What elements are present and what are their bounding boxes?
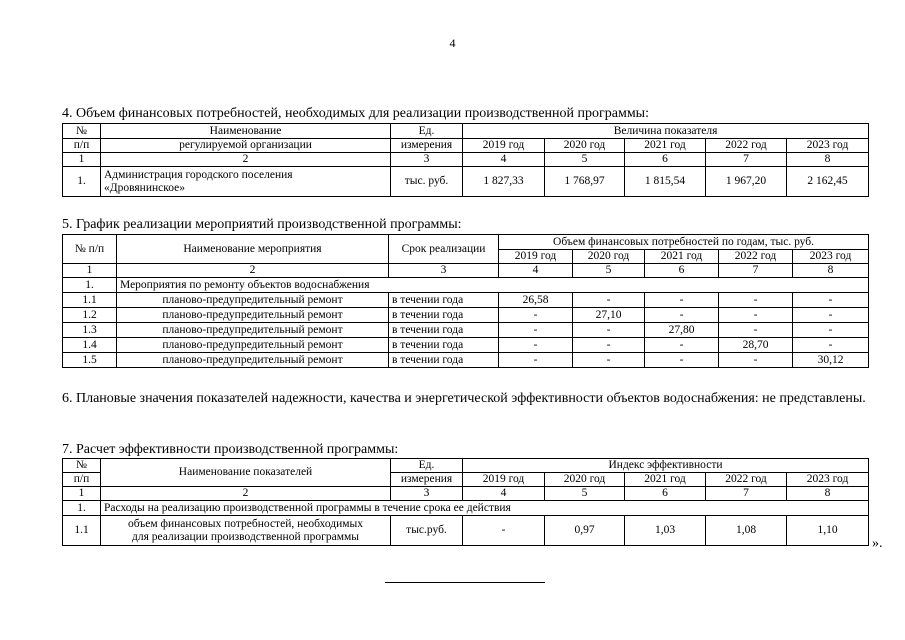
value-cell: 1,10 xyxy=(787,516,869,546)
value-cell: 28,70 xyxy=(719,338,793,353)
year-header: 2020 год xyxy=(573,250,645,264)
header-period: Срок реализации xyxy=(389,235,499,264)
table-row xyxy=(63,308,869,323)
col-number: 1 xyxy=(63,153,101,167)
value-cell: - xyxy=(499,353,573,368)
col-number: 8 xyxy=(787,487,869,501)
value-cell: 26,58 xyxy=(499,293,573,308)
indicator-name-line2: для реализации производственной программы xyxy=(132,530,359,543)
group-row xyxy=(63,278,869,293)
col-number: 2 xyxy=(101,487,391,501)
header-activity-name: Наименование мероприятия xyxy=(117,235,389,264)
col-number: 5 xyxy=(573,264,645,278)
schedule-table xyxy=(62,234,869,368)
year-header: 2022 год xyxy=(719,250,793,264)
header-unit: Ед. xyxy=(391,124,463,139)
value-cell: 1 827,33 xyxy=(463,167,545,197)
row-num: 1.2 xyxy=(63,308,117,323)
header-num: № xyxy=(63,124,101,139)
table-row xyxy=(63,293,869,308)
activity-name: планово-предупредительный ремонт xyxy=(117,338,389,353)
row-num: 1.4 xyxy=(63,338,117,353)
col-number: 1 xyxy=(63,487,101,501)
header-num-2: п/п xyxy=(63,473,101,487)
unit-cell: тыс. руб. xyxy=(391,167,463,197)
col-number: 5 xyxy=(545,487,625,501)
value-cell: - xyxy=(793,308,869,323)
activity-name: планово-предупредительный ремонт xyxy=(117,353,389,368)
group-label: Расходы на реализацию производственной программы в течение срока ее действия xyxy=(101,501,869,516)
indicator-name-cell xyxy=(101,516,391,546)
activity-name: планово-предупредительный ремонт xyxy=(117,323,389,338)
row-num: 1.3 xyxy=(63,323,117,338)
financial-needs-table xyxy=(62,123,869,197)
unit-cell: тыс.руб. xyxy=(391,516,463,546)
col-number: 1 xyxy=(63,264,117,278)
value-cell: - xyxy=(573,293,645,308)
value-cell: 1,08 xyxy=(706,516,787,546)
group-num: 1. xyxy=(63,501,101,516)
year-header: 2021 год xyxy=(645,250,719,264)
column-number-row xyxy=(63,264,869,278)
row-num: 1.1 xyxy=(63,516,101,546)
efficiency-table xyxy=(62,458,869,546)
value-cell: - xyxy=(793,323,869,338)
page-number: 4 xyxy=(449,36,456,50)
col-number: 4 xyxy=(499,264,573,278)
year-header: 2021 год xyxy=(625,473,706,487)
value-cell: 1 967,20 xyxy=(706,167,787,197)
value-cell: - xyxy=(499,323,573,338)
value-cell: 1 768,97 xyxy=(545,167,625,197)
footer-divider xyxy=(385,582,545,583)
year-header: 2022 год xyxy=(706,139,787,153)
col-number: 7 xyxy=(719,264,793,278)
org-name-line1: Администрация городского поселения xyxy=(104,168,293,181)
column-number-row xyxy=(63,487,869,501)
value-cell: 27,10 xyxy=(573,308,645,323)
section-6-text: 6. Плановые значения показателей надежности, качества и энергетической эффективности объектов водоснабжения: не представлены. xyxy=(62,391,866,406)
col-number: 3 xyxy=(391,153,463,167)
col-number: 6 xyxy=(645,264,719,278)
value-cell: - xyxy=(645,293,719,308)
table-row xyxy=(63,323,869,338)
header-indicator-name: Наименование показателей xyxy=(101,459,391,487)
value-cell: - xyxy=(645,353,719,368)
value-cell: - xyxy=(719,323,793,338)
col-number: 7 xyxy=(706,487,787,501)
value-cell: 1 815,54 xyxy=(625,167,706,197)
year-header: 2019 год xyxy=(499,250,573,264)
activity-name: планово-предупредительный ремонт xyxy=(117,293,389,308)
group-num: 1. xyxy=(63,278,117,293)
year-header: 2020 год xyxy=(545,473,625,487)
value-cell: - xyxy=(463,516,545,546)
value-cell: 1,03 xyxy=(625,516,706,546)
year-header: 2023 год xyxy=(787,473,869,487)
activity-name: планово-предупредительный ремонт xyxy=(117,308,389,323)
row-num: 1.5 xyxy=(63,353,117,368)
col-number: 2 xyxy=(101,153,391,167)
row-num: 1.1 xyxy=(63,293,117,308)
year-header: 2019 год xyxy=(463,139,545,153)
period-cell: в течении года xyxy=(389,293,499,308)
table-row xyxy=(63,338,869,353)
value-cell: 0,97 xyxy=(545,516,625,546)
section-4-heading: 4. Объем финансовых потребностей, необходимых для реализации производственной программы: xyxy=(62,106,649,121)
col-number: 5 xyxy=(545,153,625,167)
header-num: № п/п xyxy=(63,235,117,264)
header-num-2: п/п xyxy=(63,139,101,153)
period-cell: в течении года xyxy=(389,338,499,353)
value-cell: - xyxy=(499,338,573,353)
value-cell: - xyxy=(573,338,645,353)
header-num: № xyxy=(63,459,101,473)
value-cell: - xyxy=(719,353,793,368)
year-header: 2023 год xyxy=(787,139,869,153)
header-unit-2: измерения xyxy=(391,473,463,487)
org-name-line2: «Дровянинское» xyxy=(104,181,185,194)
header-unit: Ед. xyxy=(391,459,463,473)
section-7-heading: 7. Расчет эффективности производственной программы: xyxy=(62,442,399,457)
period-cell: в течении года xyxy=(389,353,499,368)
table-row xyxy=(63,167,869,197)
value-cell: 27,80 xyxy=(645,323,719,338)
period-cell: в течении года xyxy=(389,308,499,323)
value-cell: 2 162,45 xyxy=(787,167,869,197)
value-cell: - xyxy=(719,293,793,308)
table-row xyxy=(63,353,869,368)
year-header: 2022 год xyxy=(706,473,787,487)
row-num: 1. xyxy=(63,167,101,197)
group-row xyxy=(63,501,869,516)
col-number: 2 xyxy=(117,264,389,278)
column-number-row xyxy=(63,153,869,167)
value-cell: - xyxy=(573,353,645,368)
indicator-name-line1: объем финансовых потребностей, необходимых xyxy=(127,517,364,530)
col-number: 8 xyxy=(787,153,869,167)
header-value: Индекс эффективности xyxy=(463,459,869,473)
value-cell: 30,12 xyxy=(793,353,869,368)
value-cell: - xyxy=(645,308,719,323)
header-value: Объем финансовых потребностей по годам, тыс. руб. xyxy=(499,235,869,250)
col-number: 6 xyxy=(625,153,706,167)
header-value: Величина показателя xyxy=(463,124,869,139)
period-cell: в течении года xyxy=(389,323,499,338)
header-unit-2: измерения xyxy=(391,139,463,153)
table-row xyxy=(63,516,869,546)
value-cell: - xyxy=(499,308,573,323)
year-header: 2019 год xyxy=(463,473,545,487)
group-label: Мероприятия по ремонту объектов водоснабжения xyxy=(117,278,869,293)
header-org-name-2: регулируемой организации xyxy=(101,139,391,153)
col-number: 4 xyxy=(463,487,545,501)
value-cell: - xyxy=(645,338,719,353)
header-org-name: Наименование xyxy=(101,124,391,139)
section-5-heading: 5. График реализации мероприятий производственной программы: xyxy=(62,217,462,232)
col-number: 4 xyxy=(463,153,545,167)
closing-quote: ». xyxy=(872,536,883,551)
org-name-cell xyxy=(101,167,391,197)
value-cell: - xyxy=(793,293,869,308)
year-header: 2020 год xyxy=(545,139,625,153)
value-cell: - xyxy=(573,323,645,338)
value-cell: - xyxy=(793,338,869,353)
col-number: 8 xyxy=(793,264,869,278)
year-header: 2023 год xyxy=(793,250,869,264)
value-cell: - xyxy=(719,308,793,323)
year-header: 2021 год xyxy=(625,139,706,153)
col-number: 6 xyxy=(625,487,706,501)
col-number: 3 xyxy=(391,487,463,501)
col-number: 7 xyxy=(706,153,787,167)
col-number: 3 xyxy=(389,264,499,278)
